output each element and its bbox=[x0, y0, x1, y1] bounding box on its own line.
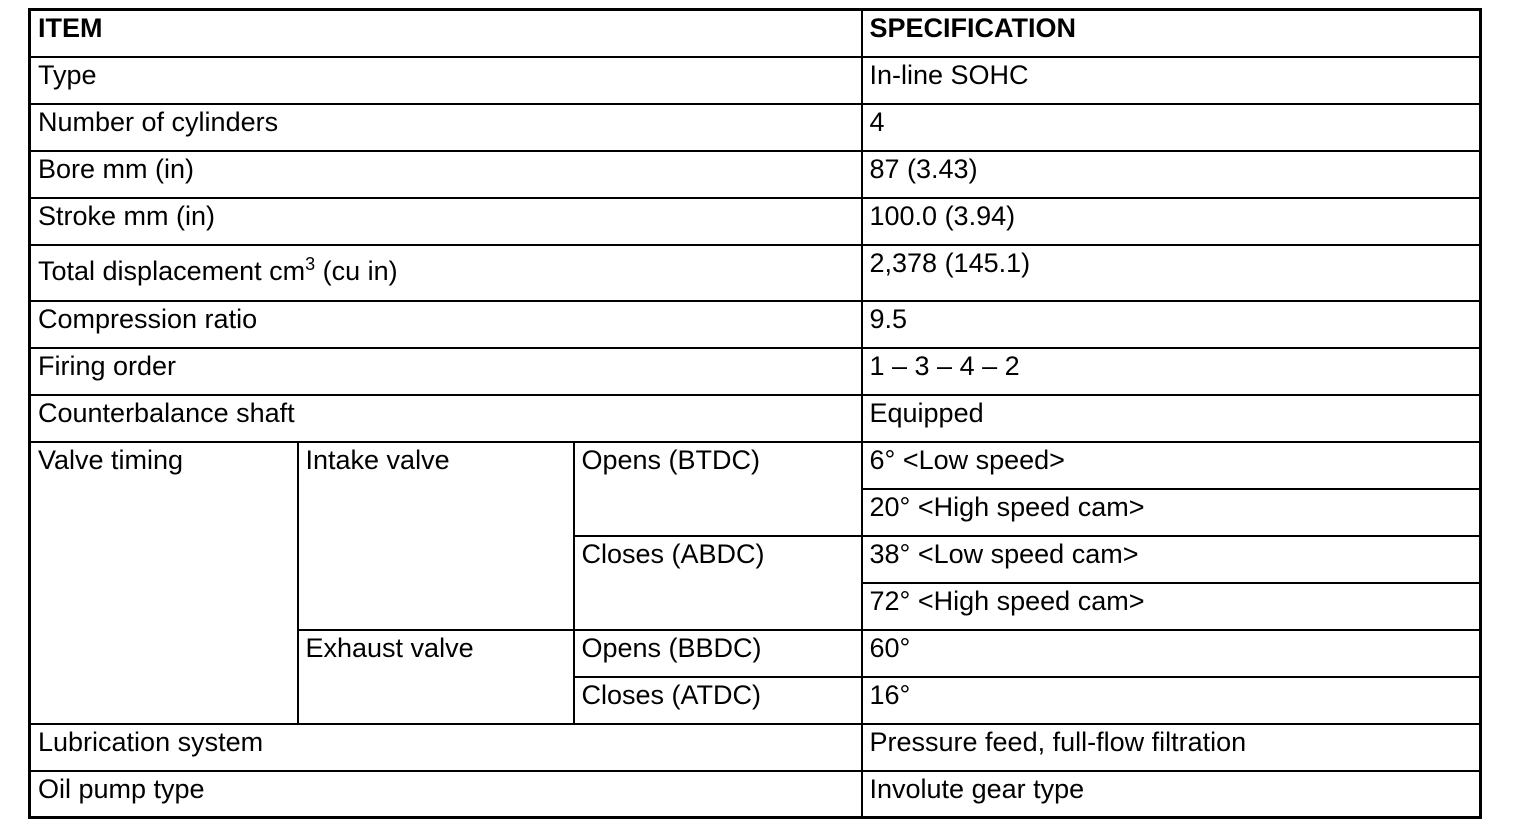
exhaust-closes-label: Closes (ATDC) bbox=[574, 677, 862, 724]
intake-valve-label: Intake valve bbox=[298, 442, 574, 630]
table-row-firing-order bbox=[30, 348, 1481, 395]
value-displacement: 2,378 (145.1) bbox=[862, 245, 1481, 301]
table-row-stroke bbox=[30, 198, 1481, 245]
intake-opens-high-value: 20° <High speed cam> bbox=[862, 489, 1481, 536]
item-cylinders: Number of cylinders bbox=[30, 104, 862, 151]
intake-closes-label: Closes (ABDC) bbox=[574, 536, 862, 630]
displacement-unit-suffix: (cu in) bbox=[315, 255, 398, 286]
table-row-counterbalance bbox=[30, 395, 1481, 442]
value-bore: 87 (3.43) bbox=[862, 151, 1481, 198]
specification-column-header: SPECIFICATION bbox=[862, 10, 1481, 57]
table-row-valve-timing bbox=[30, 442, 1481, 489]
item-stroke: Stroke mm (in) bbox=[30, 198, 862, 245]
value-oil-pump: Involute gear type bbox=[862, 771, 1481, 818]
item-displacement bbox=[30, 245, 862, 301]
table-row-compression bbox=[30, 301, 1481, 348]
intake-closes-high-value: 72° <High speed cam> bbox=[862, 583, 1481, 630]
item-compression: Compression ratio bbox=[30, 301, 862, 348]
item-lubrication: Lubrication system bbox=[30, 724, 862, 771]
item-column-header: ITEM bbox=[30, 10, 862, 57]
table-row-lubrication bbox=[30, 724, 1481, 771]
exhaust-opens-label: Opens (BBDC) bbox=[574, 630, 862, 677]
exhaust-closes-value: 16° bbox=[862, 677, 1481, 724]
intake-opens-low-value: 6° <Low speed> bbox=[862, 442, 1481, 489]
item-oil-pump: Oil pump type bbox=[30, 771, 862, 818]
header-row bbox=[30, 10, 1481, 57]
item-bore: Bore mm (in) bbox=[30, 151, 862, 198]
table-row-displacement bbox=[30, 245, 1481, 301]
displacement-label: Total displacement cm bbox=[38, 255, 306, 286]
value-type: In-line SOHC bbox=[862, 57, 1481, 104]
exhaust-valve-label: Exhaust valve bbox=[298, 630, 574, 724]
value-cylinders: 4 bbox=[862, 104, 1481, 151]
intake-closes-low-value: 38° <Low speed cam> bbox=[862, 536, 1481, 583]
exhaust-opens-value: 60° bbox=[862, 630, 1481, 677]
value-compression: 9.5 bbox=[862, 301, 1481, 348]
value-counterbalance: Equipped bbox=[862, 395, 1481, 442]
value-firing-order: 1 – 3 – 4 – 2 bbox=[862, 348, 1481, 395]
value-lubrication: Pressure feed, full-flow filtration bbox=[862, 724, 1481, 771]
item-valve-timing: Valve timing bbox=[30, 442, 298, 724]
item-counterbalance: Counterbalance shaft bbox=[30, 395, 862, 442]
intake-opens-label: Opens (BTDC) bbox=[574, 442, 862, 536]
item-type: Type bbox=[30, 57, 862, 104]
displacement-unit-exponent: 3 bbox=[305, 253, 316, 274]
table-row-bore bbox=[30, 151, 1481, 198]
value-stroke: 100.0 (3.94) bbox=[862, 198, 1481, 245]
table-row-type bbox=[30, 57, 1481, 104]
table-row-oil-pump bbox=[30, 771, 1481, 818]
table-row-cylinders bbox=[30, 104, 1481, 151]
engine-specification-table bbox=[28, 8, 1482, 819]
item-firing-order: Firing order bbox=[30, 348, 862, 395]
